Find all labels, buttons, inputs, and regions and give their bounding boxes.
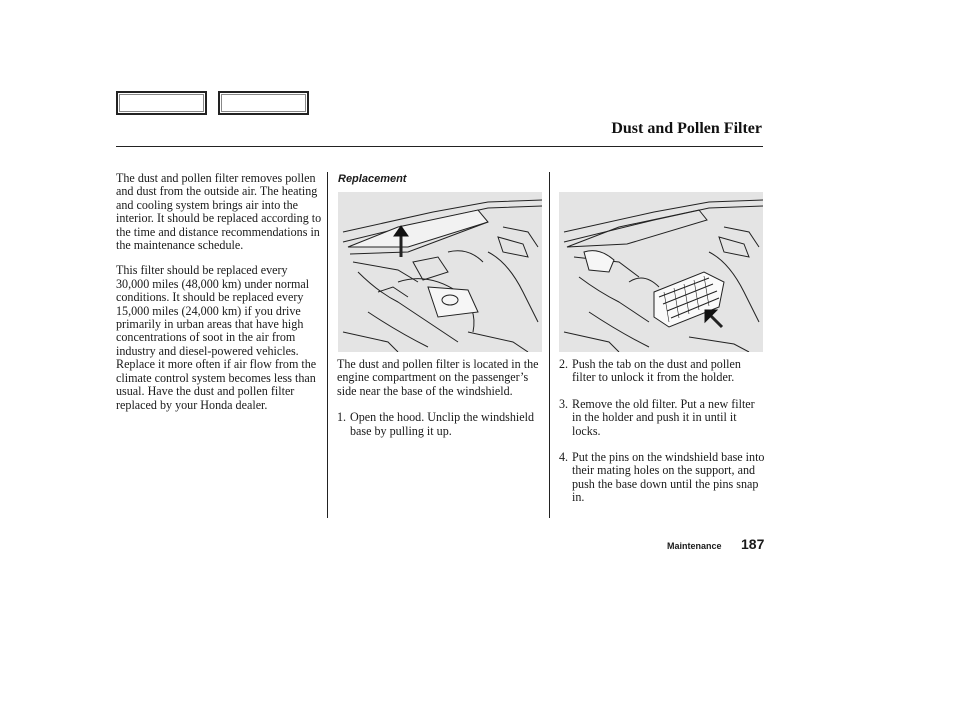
previous-page-button[interactable]	[116, 91, 207, 115]
step-text: Open the hood. Unclip the windshield base by pulling it up.	[350, 410, 535, 438]
windshield-base-illustration	[338, 192, 542, 352]
step-2	[559, 358, 765, 385]
intro-paragraph-2: This filter should be replaced every 30,000 miles (48,000 km) under normal conditions. It should be replaced every 15,000 miles (24,000 km) if you drive primarily in urban areas that have high concentrations of soot in the air from industry and diesel-powered vehicles. Replace it more often if air flow from the climate control system becomes less than usual. Have the dust and pollen filter replaced by your Honda dealer.	[116, 263, 317, 412]
step-text: Push the tab on the dust and pollen filter to unlock it from the holder.	[572, 357, 741, 385]
replacement-column-2	[559, 358, 765, 505]
step-text: Remove the old filter. Put a new filter in the holder and push it in until it locks.	[572, 396, 755, 438]
step-number: 1.	[337, 410, 347, 425]
header-rule	[116, 146, 763, 147]
footer-section-label: Maintenance	[667, 541, 722, 551]
step-1	[337, 411, 542, 438]
column-divider-right	[549, 172, 550, 518]
intro-paragraph-1: The dust and pollen filter removes pollen and dust from the outside air. The heating and cooling system brings air into the interior. It should be replaced according to the time and distance recommendations in the maintenance schedule.	[116, 171, 322, 253]
step-text: Put the pins on the windshield base into their mating holes on the support, and push the base down until the pins snap in.	[572, 450, 765, 505]
step-4	[559, 451, 765, 505]
replacement-heading: Replacement	[338, 173, 407, 185]
column-divider-left	[327, 172, 328, 518]
filter-tab-illustration	[559, 192, 763, 352]
page-number: 187	[741, 536, 765, 552]
step-number: 3.	[559, 396, 569, 411]
step-number: 2.	[559, 357, 569, 371]
next-page-button[interactable]	[218, 91, 309, 115]
step-number: 4.	[559, 450, 569, 465]
replacement-column-1	[337, 358, 542, 438]
location-paragraph: The dust and pollen filter is located in the engine compartment on the passenger’s side near the base of the windshield.	[337, 357, 539, 398]
page-title: Dust and Pollen Filter	[611, 120, 762, 137]
intro-column	[116, 172, 322, 412]
step-3	[559, 398, 765, 438]
